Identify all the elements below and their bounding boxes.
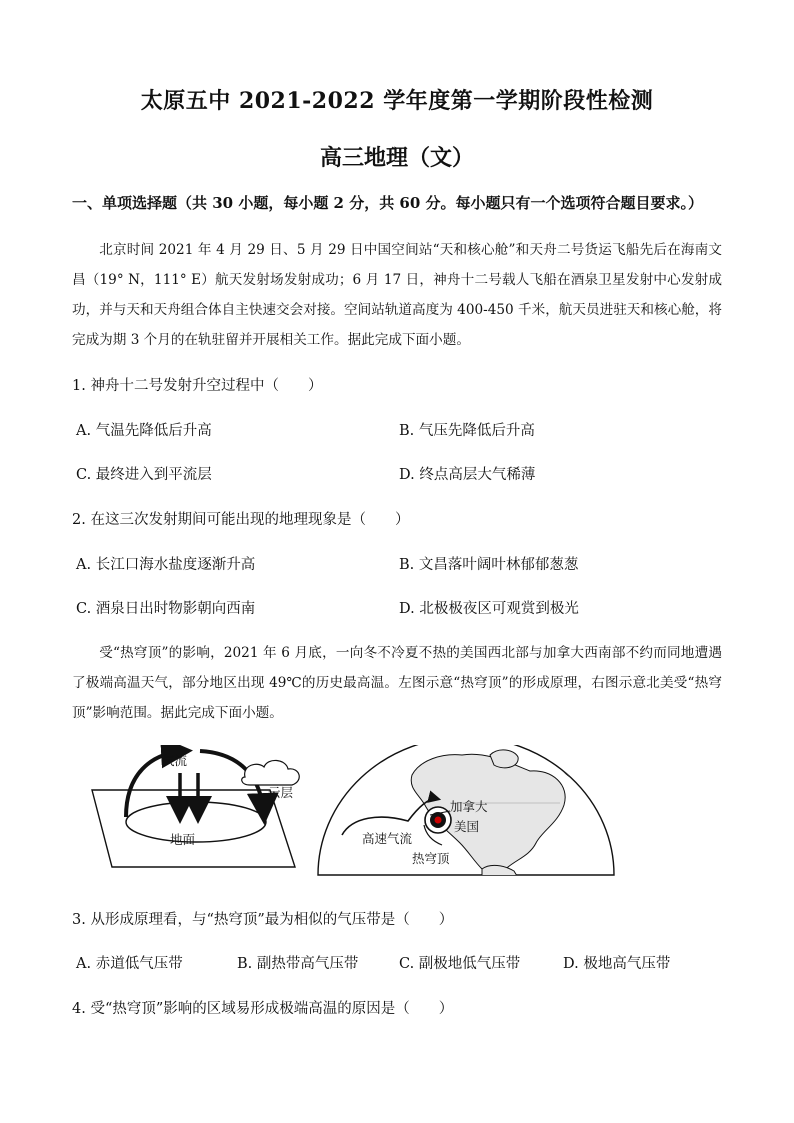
question-2-option-d: D. 北极极夜区可观赏到极光 [399, 601, 579, 617]
arctic-islands [490, 750, 518, 768]
ground-label: 地面 [170, 832, 196, 847]
section-heading: 一、单项选择题（共 30 小题，每小题 2 分，共 60 分。每小题只有一个选项符合题目要求。） [72, 194, 704, 212]
question-3-option-d: D. 极地高气压带 [563, 956, 671, 972]
usa-label: 美国 [454, 819, 480, 834]
question-4-stem: 4. 受“热穹顶”影响的区域易形成极端高温的原因是（ ） [72, 1001, 454, 1017]
jet-stream-label: 高速气流 [362, 831, 413, 846]
ground-ellipse [126, 802, 266, 842]
heat-dome-figure [90, 745, 710, 880]
north-america-heat-dome-map [318, 745, 614, 880]
question-2-option-a: A. 长江口海水盐度逐渐升高 [76, 557, 256, 573]
passage-1: 北京时间 2021 年 4 月 29 日、5 月 29 日中国空间站“天和核心舱”和天舟二号货运飞船先后在海南文昌（19° N，111° E）航天发射场发射成功；6 月 17 日，神舟十二号载人飞船在酒泉卫星发射中心发射成功，并与天和天舟组合体自主快速交会对接。空间站轨道高度为 400-450 千米，航天员进驻天和核心舱，将完成为期 3 个月的在轨驻留并开展相关工作。据此完成下面小题。 [72, 242, 722, 348]
page-title: 太原五中 2021-2022 学年度第一学期阶段性检测 [140, 88, 654, 114]
question-1-option-a: A. 气温先降低后升高 [76, 423, 212, 439]
question-2-option-b: B. 文昌落叶阔叶林郁郁葱葱 [399, 557, 579, 573]
question-3-option-c: C. 副极地低气压带 [399, 956, 521, 972]
heat-dome-principle-diagram [92, 751, 299, 867]
heat-dome-label: 热穹顶 [412, 851, 450, 866]
question-1-option-d: D. 终点高层大气稀薄 [399, 467, 536, 483]
passage-2: 受“热穹顶”的影响，2021 年 6 月底，一向冬不冷夏不热的美国西北部与加拿大西南部不约而同地遭遇了极端高温天气，部分地区出现 49℃的历史最高温。左图示意“热穹顶”的形成原理，右图示意北美受“热穹顶”影响范围。据此完成下面小题。 [72, 645, 722, 721]
question-3-option-b: B. 副热带高气压带 [237, 956, 359, 972]
cloud-icon [242, 760, 300, 785]
canada-label: 加拿大 [450, 799, 488, 814]
question-3-option-a: A. 赤道低气压带 [76, 956, 183, 972]
question-2-option-c: C. 酒泉日出时物影朝向西南 [76, 601, 256, 617]
cloud-layer-label: 云层 [268, 785, 294, 800]
question-2-stem: 2. 在这三次发射期间可能出现的地理现象是（ ） [72, 512, 410, 528]
page-subtitle: 高三地理（文） [319, 145, 474, 171]
question-1-option-b: B. 气压先降低后升高 [399, 423, 535, 439]
airflow-label: 气流 [162, 753, 188, 768]
question-1-option-c: C. 最终进入到平流层 [76, 467, 212, 483]
question-1-stem: 1. 神舟十二号发射升空过程中（ ） [72, 378, 323, 394]
heat-dome-center [435, 817, 442, 824]
question-3-stem: 3. 从形成原理看，与“热穹顶”最为相似的气压带是（ ） [72, 912, 454, 928]
